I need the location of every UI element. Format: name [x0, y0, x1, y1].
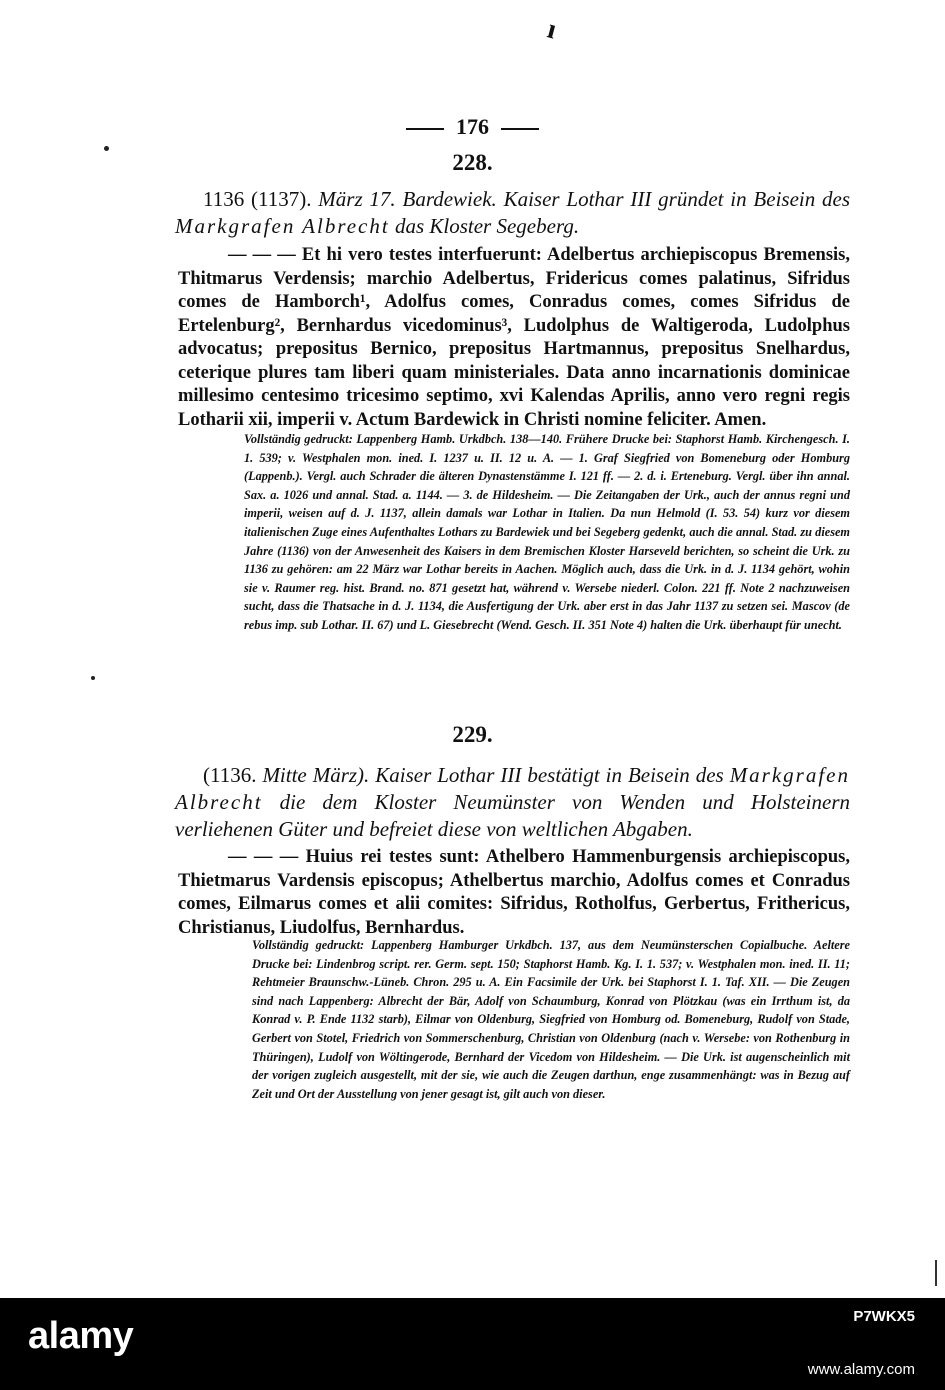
entry-summary-a: Kaiser Lothar III gründet in Beisein des — [503, 187, 851, 211]
entry-heading — [175, 186, 850, 240]
entry-summary-b: das Kloster Segeberg. — [394, 214, 580, 238]
dash-left — [406, 128, 444, 130]
watermark-footer — [0, 1298, 945, 1390]
entry-month: Mitte März). — [262, 763, 370, 787]
entry-notes: Vollständig gedruckt: Lappenberg Hamburger Urkdbch. 137, aus dem Neumünsterschen Copialbuche. Aeltere Drucke bei: Lindenbrog script. rer. Germ. sept. 150; Staphorst Hamb. Kg. I. 1. 537; v. Westphalen mon. ined. II. 11; Rehtmeier Braunschw.-Lüneb. Chron. 295 u. A. Ein Facsimile der Urk. bei Staphorst I. 1. Taf. XII. — Die Zeugen sind nach Lappenberg: Albrecht der Bär, Adolf von Schaumburg, Konrad von Plötzkau (was ein Irrthum ist, da Konrad v. P. Ende 1132 starb), Eilmar von Oldenburg, Siegfried von Homburg od. Bomeneburg, Rudolf von Stade, Gerbert von Stotel, Friedrich von Sommerschenburg, Christian von Oldenburg (nach v. Wersebe: von Rothenburg in Thüringen), Ludolf von Wöltingerode, Bernhard der Vicedom von Hildesheim. — Die Urk. ist augenscheinlich mit der vorigen zugleich ausgestellt, mit der sie, wie auch die Zeugen darthun, enge zusammenhängt: was in Bezug auf Zeit und Ort der Ausstellung von jener gesagt ist, gilt auch von dieser. — [252, 938, 850, 1101]
edge-mark — [935, 1260, 937, 1286]
entry-text: — — — Et hi vero testes interfuerunt: Adelbertus archiepiscopus Bremensis, Thitmarus Verdensis; marchio Adelbertus, Fridericus comes palatinus, Sifridus comes de Hamborch¹, Adolfus comes, Conradus comes, comes Sifridus de Ertelenburg², Bernhardus vicedominus³, Ludolphus de Waltigeroda, Ludolphus advocatus; prepositus Bernico, prepositus Hartmannus, prepositus Snelhardus, ceterique plures tam liberi quam ministeriales. Data anno incarnationis dominicae millesimo centesimo tricesimo septimo, xvi Kalendas Aprilis, anno vero regni regis Lotharii xii, imperii v. Actum Bardewick in Christi nomine feliciter. Amen. — [178, 245, 850, 430]
alamy-logo[interactable]: alamy — [28, 1315, 134, 1357]
entry-summary-name: Markgrafen Albrecht — [175, 214, 390, 238]
site-url[interactable]: www.alamy.com — [807, 1361, 915, 1378]
dash-right — [501, 128, 539, 130]
image-id: P7WKX5 — [853, 1308, 915, 1325]
entry-place: Bardewiek. — [402, 187, 497, 211]
entry-summary-a: Kaiser Lothar III bestätigt in Beisein des — [375, 763, 724, 787]
entry-text: — — — Huius rei testes sunt: Athelbero Hammenburgensis archiepiscopus, Thietmarus Vardensis episcopus; Athelbertus marchio, Adolfus comes et Conradus comes, Eilmarus comes et alii comites: Sifridus, Rotholfus, Gerbertus, Frithericus, Christianus, Liudolfus, Bernhardus. — [178, 847, 850, 938]
page-number-text: 176 — [456, 114, 489, 139]
page-number — [0, 114, 945, 140]
entry-date: (1136. — [203, 763, 257, 787]
entry-number: 229. — [452, 722, 493, 747]
ink-mark: ı — [544, 13, 560, 46]
entry-summary-b: die dem Kloster Neumünster von Wenden und Holsteinern verliehenen Güter und befreiet diese von weltlichen Abgaben. — [175, 790, 850, 841]
entry-notes: Vollständig gedruckt: Lappenberg Hamb. Urkdbch. 138—140. Frühere Drucke bei: Staphorst Hamb. Kirchengesch. I. 1. 539; v. Westphalen mon. ined. I. 1237 u. II. 12 u. A. — 1. Graf Siegfried von Bomeneburg oder Homburg (Lappenb.). Vergl. auch Schrader die älteren Dynastenstämme I. 121 ff. — 2. d. i. Erteneburg. Vergl. über ihn annal. Sax. a. 1026 und annal. Stad. a. 1144. — 3. de Hildesheim. — Die Zeitangaben der Urk., auch der annus regni und imperii, weisen auf d. J. 1137, allein damals war Lothar in Italien. Da nun Helmold (I. 53. 54) kurz vor diesem italienischen Zuge eines Aufenthaltes Lothars zu Bardewiek und bei Segeberg gedenkt, auch die annal. Stad. zu diesem Jahre (1136) von der Anwesenheit des Kaisers in dem Bremischen Kloster Harseveld berichten, so scheint die Urk. zu 1136 zu gehören: am 22 März war Lothar bereits in Aachen. Möglich auch, dass die Urk. in d. J. 1134 gehört, wohin sie v. Raumer reg. hist. Brand. no. 871 gesetzt hat, während v. Wersebe niederl. Colon. 221 ff. Note 2 nachzuweisen sucht, dass die Thatsache in d. J. 1134, die Ausfertigung der Urk. aber erst in das Jahr 1137 zu setzen sei. Mascov (de rebus imp. sub Lothar. II. 67) und L. Giesebrecht (Wend. Gesch. II. 351 Note 4) halten die Urk. überhaupt für unecht. — [244, 432, 850, 632]
ink-dot — [91, 676, 95, 680]
entry-summary-name: Markgrafen Albrecht — [175, 763, 851, 814]
entry-month: März 17. — [318, 187, 396, 211]
entry-number: 228. — [452, 150, 493, 175]
entry-heading — [175, 762, 850, 843]
entry-date: 1136 (1137). — [203, 187, 312, 211]
